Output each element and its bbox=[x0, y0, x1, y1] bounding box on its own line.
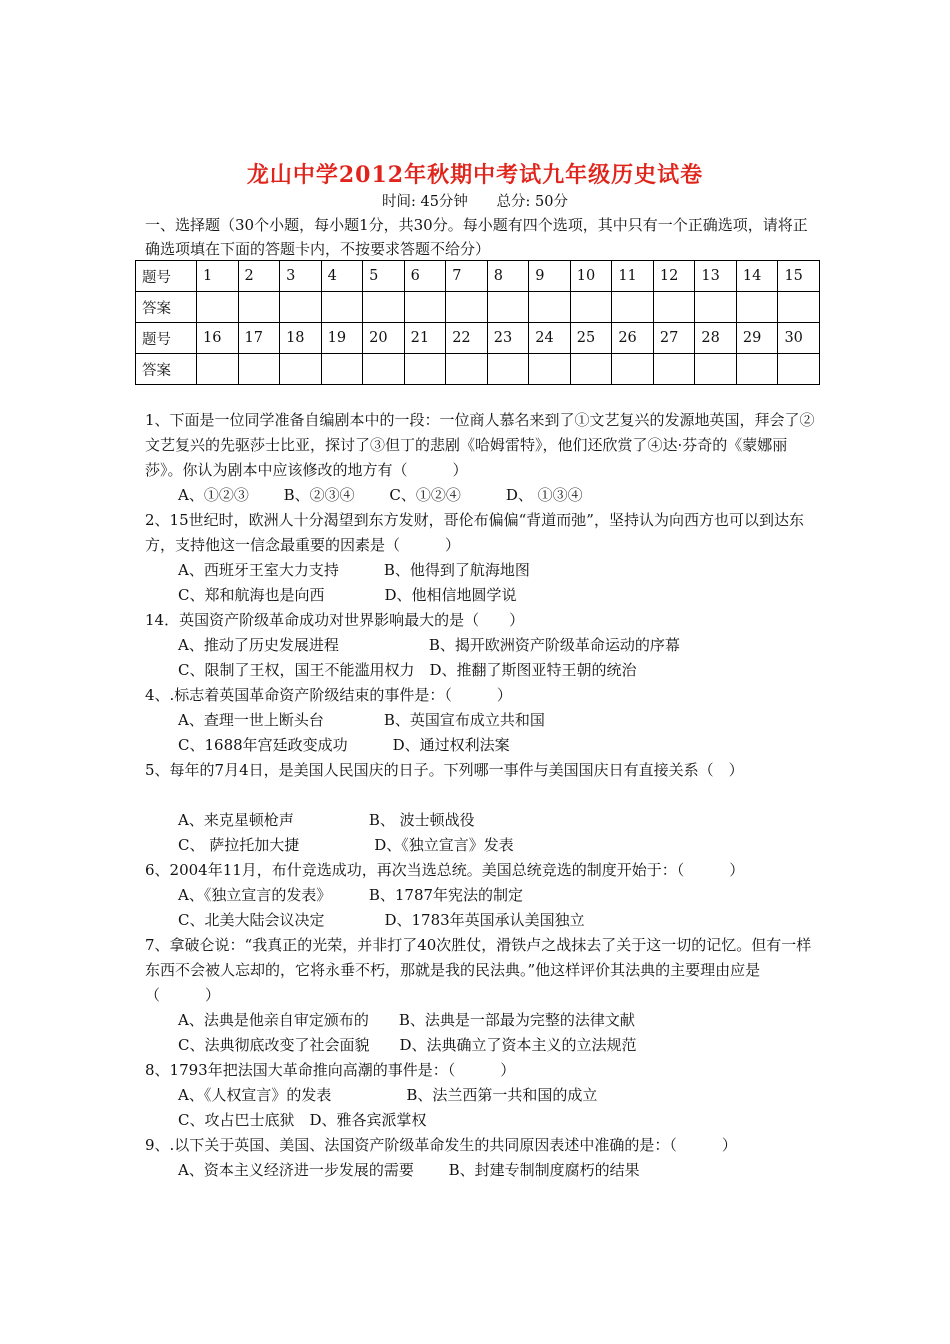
answer-cell[interactable] bbox=[238, 292, 280, 323]
question-number: 18 bbox=[280, 323, 322, 354]
question-number: 3 bbox=[280, 261, 322, 292]
question-4-options-cd: C、1688年宫廷政变成功 D、通过权利法案 bbox=[178, 736, 510, 754]
question-number: 28 bbox=[695, 323, 737, 354]
question-number: 21 bbox=[404, 323, 446, 354]
question-7-options-ab: A、法典是他亲自审定颁布的 B、法典是一部最为完整的法律文献 bbox=[178, 1011, 635, 1029]
table-row bbox=[136, 292, 820, 323]
answer-cell[interactable] bbox=[487, 292, 529, 323]
question-number: 14 bbox=[736, 261, 778, 292]
question-number: 26 bbox=[612, 323, 654, 354]
question-number: 13 bbox=[695, 261, 737, 292]
question-9: 9、.以下关于英国、美国、法国资产阶级革命发生的共同原因表述中准确的是：（ ） bbox=[145, 1136, 737, 1154]
question-5-options-cd: C、 萨拉托加大捷 D、《独立宣言》发表 bbox=[178, 836, 514, 854]
question-number: 30 bbox=[778, 323, 820, 354]
answer-cell[interactable] bbox=[612, 354, 654, 385]
answer-cell[interactable] bbox=[529, 292, 571, 323]
page-title: 龙山中学2012年秋期中考试九年级历史试卷 bbox=[246, 162, 704, 188]
answer-cell[interactable] bbox=[446, 354, 488, 385]
question-3-options-ab: A、推动了历史发展进程 B、揭开欧洲资产阶级革命运动的序幕 bbox=[178, 636, 680, 654]
question-4: 4、.标志着英国革命资产阶级结束的事件是：（ ） bbox=[145, 686, 512, 704]
answer-cell[interactable] bbox=[778, 292, 820, 323]
question-number: 17 bbox=[238, 323, 280, 354]
question-number: 23 bbox=[487, 323, 529, 354]
question-number: 11 bbox=[612, 261, 654, 292]
answer-cell[interactable] bbox=[280, 354, 322, 385]
row-label: 题号 bbox=[136, 323, 197, 354]
answer-cell[interactable] bbox=[321, 354, 363, 385]
question-8-options-ab: A、《人权宣言》的发表 B、法兰西第一共和国的成立 bbox=[178, 1086, 598, 1104]
answer-cell[interactable] bbox=[653, 292, 695, 323]
question-number: 27 bbox=[653, 323, 695, 354]
question-number: 15 bbox=[778, 261, 820, 292]
question-number: 2 bbox=[238, 261, 280, 292]
question-3-options-cd: C、限制了王权，国王不能滥用权力 D、推翻了斯图亚特王朝的统治 bbox=[178, 661, 637, 679]
section-instructions: 一、选择题（30个小题，每小题1分，共30分。每小题有四个选项，其中只有一个正确选项，请将正确选项填在下面的答题卡内，不按要求答题不给分） bbox=[145, 216, 808, 258]
answer-cell[interactable] bbox=[653, 354, 695, 385]
question-1-options: A、①②③ B、②③④ C、①②④ D、 ①③④ bbox=[178, 486, 583, 504]
question-2-options-ab: A、西班牙王室大力支持 B、他得到了航海地图 bbox=[178, 561, 530, 579]
question-number: 4 bbox=[321, 261, 363, 292]
answer-cell[interactable] bbox=[487, 354, 529, 385]
answer-cell[interactable] bbox=[363, 354, 405, 385]
question-number: 22 bbox=[446, 323, 488, 354]
answer-cell[interactable] bbox=[695, 292, 737, 323]
question-number: 6 bbox=[404, 261, 446, 292]
question-number: 12 bbox=[653, 261, 695, 292]
answer-cell[interactable] bbox=[404, 292, 446, 323]
table-row bbox=[136, 354, 820, 385]
answer-cell[interactable] bbox=[321, 292, 363, 323]
answer-cell[interactable] bbox=[197, 292, 239, 323]
answer-cell[interactable] bbox=[570, 354, 612, 385]
answer-cell[interactable] bbox=[736, 292, 778, 323]
question-4-options-ab: A、查理一世上断头台 B、英国宣布成立共和国 bbox=[178, 711, 545, 729]
question-6-options-cd: C、北美大陆会议决定 D、1783年英国承认美国独立 bbox=[178, 911, 585, 929]
question-number: 5 bbox=[363, 261, 405, 292]
answer-cell[interactable] bbox=[238, 354, 280, 385]
answer-cell[interactable] bbox=[570, 292, 612, 323]
question-7: 7、拿破仑说：“我真正的光荣，并非打了40次胜仗，滑铁卢之战抹去了关于这一切的记忆。但有一样东西不会被人忘却的，它将永垂不朽，那就是我的民法典。”他这样评价其法典的主要理由应是 （ ） bbox=[145, 936, 812, 1004]
answer-cell[interactable] bbox=[778, 354, 820, 385]
question-number: 10 bbox=[570, 261, 612, 292]
question-5: 5、每年的7月4日，是美国人民国庆的日子。下列哪一事件与美国国庆日有直接关系（ ） bbox=[145, 761, 744, 779]
row-label: 答案 bbox=[136, 292, 197, 323]
question-9-options-ab: A、资本主义经济进一步发展的需要 B、封建专制制度腐朽的结果 bbox=[178, 1161, 640, 1179]
question-8: 8、1793年把法国大革命推向高潮的事件是：（ ） bbox=[145, 1061, 516, 1079]
answer-cell[interactable] bbox=[446, 292, 488, 323]
question-7-options-cd: C、法典彻底改变了社会面貌 D、法典确立了资本主义的立法规范 bbox=[178, 1036, 637, 1054]
answer-cell[interactable] bbox=[404, 354, 446, 385]
question-number: 7 bbox=[446, 261, 488, 292]
table-row bbox=[136, 261, 820, 292]
exam-total: 总分: 50分 bbox=[496, 194, 568, 210]
row-label: 答案 bbox=[136, 354, 197, 385]
question-2-options-cd: C、郑和航海也是向西 D、他相信地圆学说 bbox=[178, 586, 517, 604]
exam-meta bbox=[0, 190, 950, 211]
question-3: 14．英国资产阶级革命成功对世界影响最大的是（ ） bbox=[145, 611, 525, 629]
answer-cell[interactable] bbox=[197, 354, 239, 385]
question-number: 19 bbox=[321, 323, 363, 354]
question-number: 1 bbox=[197, 261, 239, 292]
question-number: 9 bbox=[529, 261, 571, 292]
question-8-options-cd: C、攻占巴士底狱 D、雅各宾派掌权 bbox=[178, 1111, 427, 1129]
question-5-options-ab: A、来克星顿枪声 B、 波士顿战役 bbox=[178, 811, 475, 829]
answer-cell[interactable] bbox=[363, 292, 405, 323]
question-number: 25 bbox=[570, 323, 612, 354]
answer-cell[interactable] bbox=[529, 354, 571, 385]
exam-time: 时间: 45分钟 bbox=[381, 194, 468, 210]
question-1: 1、下面是一位同学准备自编剧本中的一段：一位商人慕名来到了①文艺复兴的发源地英国，拜会了②文艺复兴的先驱莎士比亚，探讨了③但丁的悲剧《哈姆雷特》，他们还欣赏了④达·芬奇的《蒙娜丽莎》。你认为剧本中应该修改的地方有（ ） bbox=[145, 411, 815, 479]
row-label: 题号 bbox=[136, 261, 197, 292]
question-number: 16 bbox=[197, 323, 239, 354]
question-number: 24 bbox=[529, 323, 571, 354]
answer-cell[interactable] bbox=[280, 292, 322, 323]
answer-cell[interactable] bbox=[695, 354, 737, 385]
table-row bbox=[136, 323, 820, 354]
question-number: 29 bbox=[736, 323, 778, 354]
question-number: 8 bbox=[487, 261, 529, 292]
question-2: 2、15世纪时，欧洲人十分渴望到东方发财，哥伦布偏偏“背道而弛”，坚持认为向西方也可以到达东方，支持他这一信念最重要的因素是（ ） bbox=[145, 511, 804, 554]
question-number: 20 bbox=[363, 323, 405, 354]
question-6: 6、2004年11月，布什竞选成功，再次当选总统。美国总统竞选的制度开始于：（ ） bbox=[145, 861, 745, 879]
answer-card-table bbox=[135, 260, 820, 385]
answer-cell[interactable] bbox=[612, 292, 654, 323]
question-6-options-ab: A、《独立宣言的发表》 B、1787年宪法的制定 bbox=[178, 886, 524, 904]
answer-cell[interactable] bbox=[736, 354, 778, 385]
